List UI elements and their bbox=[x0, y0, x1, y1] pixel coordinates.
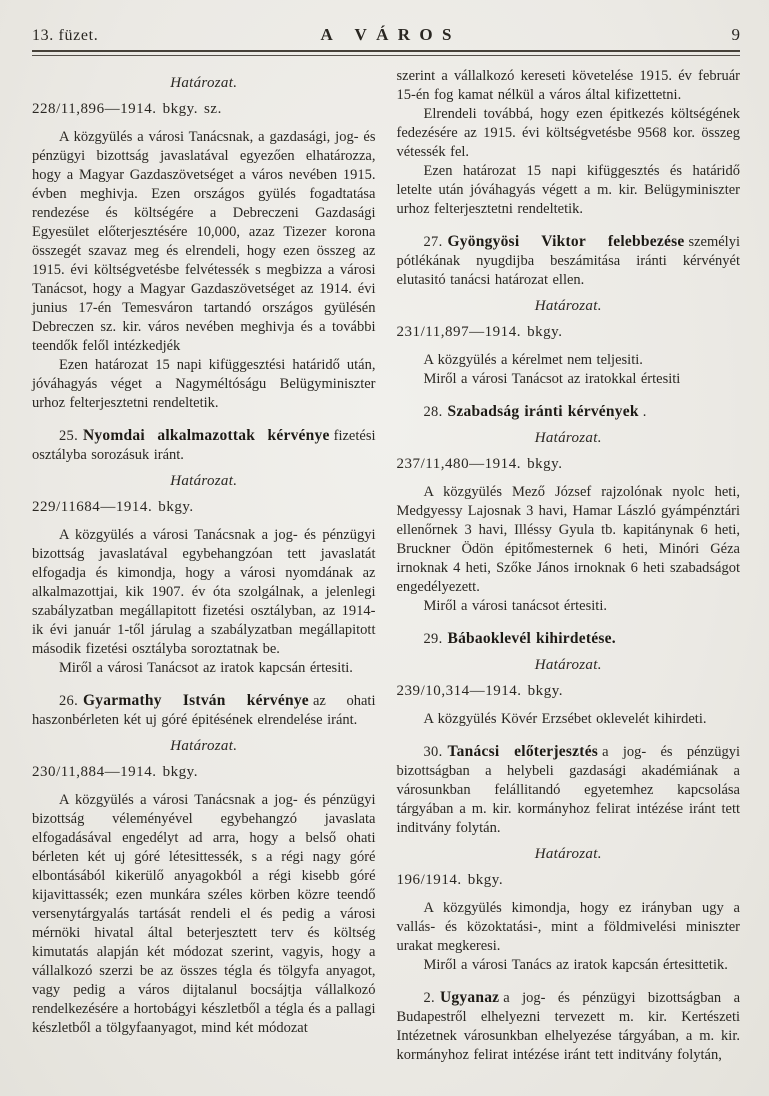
section-number: 29. bbox=[423, 631, 443, 647]
section-heading bbox=[32, 691, 376, 730]
case-number: 228/11,896—1914. bkgy. sz. bbox=[32, 101, 222, 117]
case-number: 196/1914. bkgy. bbox=[396, 872, 504, 888]
page-number: 9 bbox=[731, 25, 740, 44]
paragraph: Miről a városi tanácsot értesiti. bbox=[423, 598, 607, 614]
left-column bbox=[32, 67, 376, 1066]
section-number: 25. bbox=[59, 428, 78, 444]
resolution-subhead: Határozat. bbox=[170, 738, 238, 754]
section-subtitle: . bbox=[642, 404, 647, 420]
resolution-subhead: Határozat. bbox=[534, 298, 602, 314]
section-title: Szabadság iránti kérvények bbox=[447, 403, 639, 420]
page-header bbox=[32, 26, 740, 45]
paragraph: Elrendeli továbbá, hogy ezen épitkezés költségének fedezésére az 1915. évi költségvetésbe 9568 kor. összeg vétessék fel. bbox=[396, 106, 740, 160]
section-subtitle: az ohati haszonbérleten két uj góré épitésének elrendelése iránt. bbox=[32, 693, 376, 728]
paragraph: Miről a városi Tanácsot az iratok kapcsán értesiti. bbox=[59, 660, 353, 676]
resolution-subhead: Határozat. bbox=[170, 473, 238, 489]
section-subtitle: személyi pótlékának nyugdijba beszámitása iránti kérvényét elutasitó tanácsi határozat ellen. bbox=[396, 234, 740, 288]
section-heading bbox=[397, 232, 741, 290]
section-number: 2. bbox=[423, 990, 435, 1006]
paragraph: Ezen határozat 15 napi kifüggesztés és határidő letelte után jóváhagyás végett a m. kir. Belügyminiszter urhoz felterjesztetni rendeltetik. bbox=[396, 163, 740, 217]
case-number: 229/11684—1914. bkgy. bbox=[32, 499, 194, 515]
section-title: Nyomdai alkalmazottak kérvénye bbox=[83, 427, 330, 444]
paragraph: A közgyülés a kérelmet nem teljesiti. bbox=[423, 352, 643, 368]
right-column bbox=[397, 67, 741, 1066]
section-number: 26. bbox=[59, 693, 78, 709]
header-rule bbox=[32, 50, 740, 56]
section-heading bbox=[397, 629, 741, 649]
paragraph: szerint a vállalkozó kereseti követelése 1915. év február 15-én fog kamat nélkül a város által kifizettetni. bbox=[396, 68, 740, 103]
journal-title: A VÁROS bbox=[320, 25, 461, 44]
resolution-subhead: Határozat. bbox=[534, 657, 602, 673]
case-number: 230/11,884—1914. bkgy. bbox=[32, 764, 198, 780]
text-columns bbox=[32, 67, 740, 1066]
paragraph: A közgyülés a városi Tanácsnak, a gazdasági, jog- és pénzügyi bizottság javaslatával egyezően elhatározza, hogy a Magyar Gazdaszövetséget a város nevében 1915. évben meghivja. Ezen országos gyülés fogadtatása rendezése és költségére a Debreczeni Gazdasági Egyesület előterjesztésére 10,000, azaz Tizezer korona összegét szavaz meg és elrendeli, hogy ezen összeg az 1915. évi költségvetésbe felvétessék s megbizza a városi Tanácsot, hogy a Magyar Gazdaszövetséget az 1914. évi junius 17-én Temesváron tartandó országos gyülésén Debreczen sz. kir. város nevében meghivja és a további teendők felől intézkedjék bbox=[32, 129, 376, 354]
paragraph: Miről a városi Tanács az iratok kapcsán értesittetik. bbox=[423, 957, 728, 973]
section-title: Gyarmathy István kérvénye bbox=[83, 692, 309, 709]
section-heading bbox=[397, 742, 741, 838]
section-subtitle: fizetési osztályba sorozásuk iránt. bbox=[32, 428, 376, 463]
section-title: Bábaoklevél kihirdetése. bbox=[447, 630, 616, 647]
section-subtitle: a jog- és pénzügyi bizottságban a Budapestről elhelyezni tervezett m. kir. Kertészeti Intézetnek városunkban elhelyezése tárgyában, a m. kir. kormányhoz felirat intézése iránt tett inditvány folytán, bbox=[396, 990, 740, 1063]
section-heading bbox=[32, 426, 376, 465]
paragraph: A közgyülés Mező József rajzolónak nyolc heti, Medgyessy Lajosnak 3 havi, Hamar László gyámpénztári ellenőrnek 3 havi, Illéssy Gyula tb. kapitánynak 6 heti, Bruckner Ödön épitőmesternek 6 heti, Minóri Géza irnoknak 4 heti, Szőke János irnoknak 6 heti szabadságot engedélyezett. bbox=[396, 484, 740, 595]
paragraph: Ezen határozat 15 napi kifüggesztési határidő után, jóváhagyás véget a Nagyméltóságu Belügyminiszter urhoz felterjesztetni rendeltetik. bbox=[32, 357, 376, 411]
section-title: Tanácsi előterjesztés bbox=[447, 743, 599, 760]
case-number: 231/11,897—1914. bkgy. bbox=[396, 324, 563, 340]
section-heading bbox=[397, 988, 741, 1065]
case-number: 239/10,314—1914. bkgy. bbox=[396, 683, 564, 699]
section-heading bbox=[397, 402, 741, 422]
paragraph: A közgyülés a városi Tanácsnak a jog- és pénzügyi bizottság véleményével egybehangzó javaslata elfogadásával engedélyt ad arra, hogy a belső ohati bérleten két uj góré létesittessék, s a régi nagy góré elbontásából kikerülő anyagokból a régi kisebb góré kijavittassék; ezen munkára széles körben közre teendő versenytárgyalás tartását rendeli el és pedig a városi mérnöki hivatal által beterjesztett terv és költség kimutatás alapján két módozat szerint, vagyis, hogy a vállalkozó szerzi be az összes tégla és tölgyfa anyagot, vagy pedig a város dijtalanul bocsájtja vállalkozó rendelkezésére a hortobágyi készletből a tégla és a pallagi készletből a tölgyfaanyagot, mind két módozat bbox=[32, 792, 376, 1036]
section-number: 28. bbox=[423, 404, 443, 420]
resolution-subhead: Határozat. bbox=[170, 75, 238, 91]
section-title: Gyöngyösi Viktor felebbezése bbox=[447, 233, 685, 250]
resolution-subhead: Határozat. bbox=[534, 430, 602, 446]
paragraph: Miről a városi Tanácsot az iratokkal értesiti bbox=[423, 371, 681, 387]
paragraph: A közgyülés kimondja, hogy ez irányban ugy a vallás- és közoktatási-, mint a földmivelési miniszter urakat megkeresi. bbox=[396, 900, 740, 954]
paragraph: A közgyülés Kövér Erzsébet oklevelét kihirdeti. bbox=[423, 711, 707, 727]
case-number: 237/11,480—1914. bkgy. bbox=[396, 456, 563, 472]
section-number: 27. bbox=[423, 234, 443, 250]
section-subtitle: a jog- és pénzügyi bizottságban a helybeli gazdasági akadémiának a városunkban felállitandó egyetemhez kapcsolása tárgyában a m. kir. kormányhoz felirat intézése iránt tett inditvány folytán. bbox=[396, 744, 740, 836]
resolution-subhead: Határozat. bbox=[534, 846, 602, 862]
section-number: 30. bbox=[423, 744, 443, 760]
section-title: Ugyanaz bbox=[439, 989, 500, 1006]
issue-label: 13. füzet. bbox=[32, 27, 99, 44]
paragraph: A közgyülés a városi Tanácsnak a jog- és pénzügyi bizottság javaslatával egybehangzóan tett javaslatát elfogadja és kimondja, hogy a városi nyomdának az alkalmazottjai, kik 1907. év óta szolgálnak, a jelenlegi szabályzatban megállapitott fizetési osztályban, az 1914-ik évi január 1-től járulag a szabályzatban megállapitott második fizetési osztályba soroztatnak be. bbox=[32, 527, 376, 657]
